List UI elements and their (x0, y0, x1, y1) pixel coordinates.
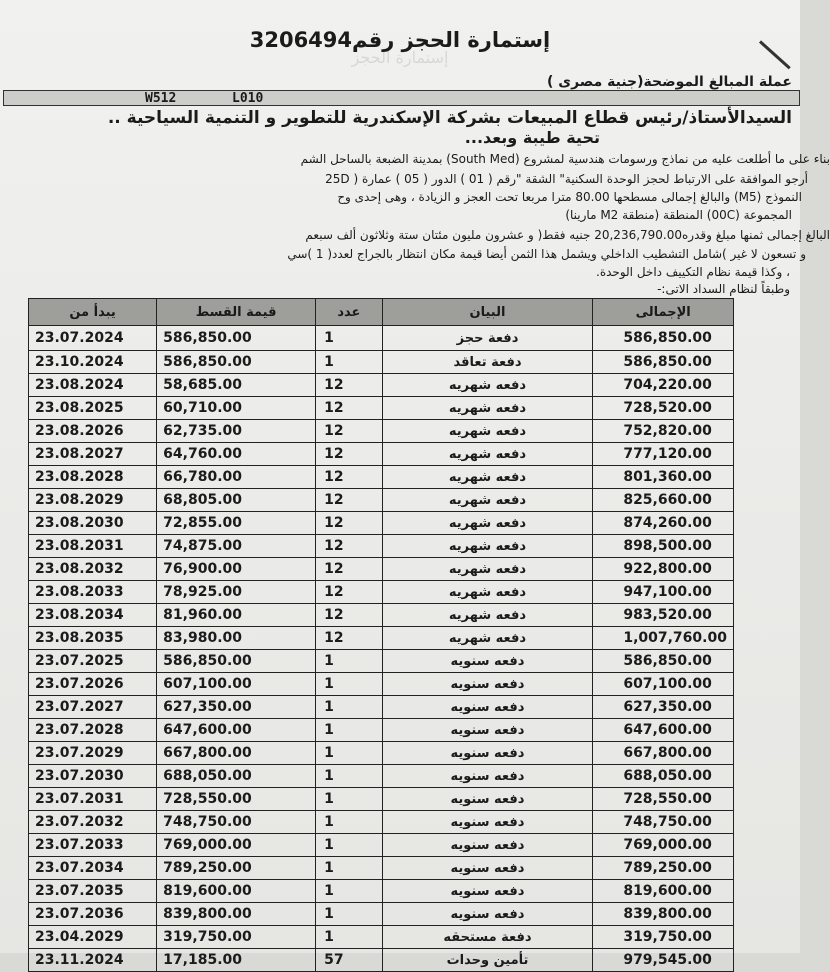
cell-description: دفعه سنويه (382, 880, 593, 903)
table-row (29, 857, 734, 880)
cell-total: 667,800.00 (593, 742, 734, 765)
cell-description: دفعه شهريه (382, 420, 593, 443)
cell-start-date: 23.07.2028 (29, 719, 157, 742)
cell-count: 1 (316, 903, 383, 926)
table-row (29, 351, 734, 374)
header-installment: قيمة القسط (157, 299, 316, 326)
cell-count: 12 (316, 581, 383, 604)
body-line-6: و تسعون لا غير )شامل التشطيب الداخلي ويشمل هذا الثمن أيضا قيمة مكان انتظار بالجراج لعدد( 1 )سي (287, 247, 806, 261)
cell-installment: 769,000.00 (157, 834, 316, 857)
cell-total: 1,007,760.00 (593, 627, 734, 650)
cell-count: 1 (316, 811, 383, 834)
cell-total: 898,500.00 (593, 535, 734, 558)
cell-total: 922,800.00 (593, 558, 734, 581)
table-row (29, 581, 734, 604)
cell-installment: 748,750.00 (157, 811, 316, 834)
cell-installment: 72,855.00 (157, 512, 316, 535)
cell-installment: 68,805.00 (157, 489, 316, 512)
table-row (29, 719, 734, 742)
cell-description: دفعه سنويه (382, 834, 593, 857)
cell-count: 12 (316, 443, 383, 466)
cell-start-date: 23.07.2029 (29, 742, 157, 765)
cell-total: 874,260.00 (593, 512, 734, 535)
cell-installment: 60,710.00 (157, 397, 316, 420)
cell-total: 789,250.00 (593, 857, 734, 880)
cell-total: 647,600.00 (593, 719, 734, 742)
cell-installment: 64,760.00 (157, 443, 316, 466)
cell-count: 1 (316, 673, 383, 696)
cell-start-date: 23.07.2032 (29, 811, 157, 834)
table-row (29, 673, 734, 696)
cell-description: دفعه شهريه (382, 489, 593, 512)
cell-total: 979,545.00 (593, 949, 734, 972)
cell-total: 752,820.00 (593, 420, 734, 443)
cell-description: دفعه شهريه (382, 512, 593, 535)
cell-total: 586,850.00 (593, 351, 734, 374)
cell-installment: 728,550.00 (157, 788, 316, 811)
cell-start-date: 23.08.2032 (29, 558, 157, 581)
cell-start-date: 23.08.2031 (29, 535, 157, 558)
table-row (29, 926, 734, 949)
cell-installment: 66,780.00 (157, 466, 316, 489)
cell-start-date: 23.07.2035 (29, 880, 157, 903)
cell-installment: 647,600.00 (157, 719, 316, 742)
cell-count: 12 (316, 420, 383, 443)
cell-start-date: 23.07.2030 (29, 765, 157, 788)
table-row (29, 535, 734, 558)
cell-count: 12 (316, 489, 383, 512)
cell-description: دفعه شهريه (382, 397, 593, 420)
cell-description: دفعه شهريه (382, 374, 593, 397)
cell-start-date: 23.08.2028 (29, 466, 157, 489)
cell-total: 825,660.00 (593, 489, 734, 512)
cell-count: 12 (316, 466, 383, 489)
cell-installment: 319,750.00 (157, 926, 316, 949)
cell-count: 1 (316, 857, 383, 880)
cell-installment: 586,850.00 (157, 351, 316, 374)
table-row (29, 374, 734, 397)
body-line-8: وطبقاً لنظام السداد الاتى:- (657, 282, 790, 296)
header-total: الإجمالى (593, 299, 734, 326)
cell-start-date: 23.07.2033 (29, 834, 157, 857)
cell-start-date: 23.08.2029 (29, 489, 157, 512)
cell-start-date: 23.08.2030 (29, 512, 157, 535)
cell-count: 1 (316, 880, 383, 903)
cell-total: 769,000.00 (593, 834, 734, 857)
cell-total: 586,850.00 (593, 326, 734, 351)
cell-count: 12 (316, 397, 383, 420)
bleed-through-text: إستمارة الحجز (351, 48, 449, 67)
cell-start-date: 23.08.2035 (29, 627, 157, 650)
body-line-5: البالغ إجمالى ثمنها مبلغ وقدره20,236,790.00 جنيه فقط( و عشرون مليون مئتان ستة وثلاثون ألف سبعم (305, 228, 830, 242)
cell-total: 627,350.00 (593, 696, 734, 719)
header-count: عدد (316, 299, 383, 326)
cell-installment: 688,050.00 (157, 765, 316, 788)
table-row (29, 949, 734, 972)
cell-count: 1 (316, 926, 383, 949)
cell-start-date: 23.10.2024 (29, 351, 157, 374)
table-row (29, 627, 734, 650)
cell-description: دفعه شهريه (382, 604, 593, 627)
cell-start-date: 23.08.2026 (29, 420, 157, 443)
table-row (29, 811, 734, 834)
cell-count: 12 (316, 558, 383, 581)
cell-description: دفعه سنويه (382, 903, 593, 926)
table-row (29, 512, 734, 535)
cell-count: 1 (316, 650, 383, 673)
cell-installment: 607,100.00 (157, 673, 316, 696)
cell-description: دفعه شهريه (382, 443, 593, 466)
cell-count: 1 (316, 834, 383, 857)
cell-installment: 76,900.00 (157, 558, 316, 581)
cell-count: 12 (316, 627, 383, 650)
cell-count: 1 (316, 696, 383, 719)
table-row (29, 650, 734, 673)
header-start-date: يبدأ من (29, 299, 157, 326)
cell-total: 801,360.00 (593, 466, 734, 489)
cell-start-date: 23.08.2025 (29, 397, 157, 420)
cell-installment: 58,685.00 (157, 374, 316, 397)
cell-total: 728,550.00 (593, 788, 734, 811)
table-row (29, 326, 734, 351)
cell-count: 1 (316, 742, 383, 765)
cell-installment: 62,735.00 (157, 420, 316, 443)
greeting-line: تحية طيبة وبعد... (464, 128, 600, 147)
cell-installment: 839,800.00 (157, 903, 316, 926)
cell-start-date: 23.07.2025 (29, 650, 157, 673)
cell-description: دفعه شهريه (382, 558, 593, 581)
table-row (29, 880, 734, 903)
cell-start-date: 23.07.2031 (29, 788, 157, 811)
body-line-7: ، وكذا قيمة نظام التكييف داخل الوحدة. (596, 265, 790, 279)
cell-description: تأمين وحدات (382, 949, 593, 972)
body-line-1: بناء على ما أطلعت عليه من نماذج ورسومات هندسية لمشروع (South Med) بمدينة الضبعة بالساحل الشم (300, 152, 830, 166)
cell-installment: 74,875.00 (157, 535, 316, 558)
currency-note: عملة المبالغ الموضحة(جنية مصرى ) (546, 74, 792, 90)
cell-installment: 627,350.00 (157, 696, 316, 719)
cell-start-date: 23.08.2027 (29, 443, 157, 466)
cell-total: 947,100.00 (593, 581, 734, 604)
cell-start-date: 23.08.2033 (29, 581, 157, 604)
body-line-2: أرجو الموافقة على الارتباط لحجز الوحدة السكنية" الشقة "رقم ( 01 ) الدور ( 05 ) عمارة ( 25D (325, 172, 808, 186)
cell-start-date: 23.07.2024 (29, 326, 157, 351)
cell-description: دفعه سنويه (382, 811, 593, 834)
cell-total: 704,220.00 (593, 374, 734, 397)
cell-description: دفعه سنويه (382, 650, 593, 673)
cell-description: دفعة تعاقد (382, 351, 593, 374)
cell-total: 983,520.00 (593, 604, 734, 627)
cell-total: 688,050.00 (593, 765, 734, 788)
cell-total: 839,800.00 (593, 903, 734, 926)
cell-start-date: 23.07.2034 (29, 857, 157, 880)
body-line-3: النموذج (M5) والبالغ إجمالى مسطحها 80.00 مترا مربعا تحت العجز و الزيادة ، وهى إحدى وح (337, 190, 802, 204)
cell-start-date: 23.04.2029 (29, 926, 157, 949)
cell-description: دفعه شهريه (382, 581, 593, 604)
cell-installment: 17,185.00 (157, 949, 316, 972)
cell-count: 12 (316, 374, 383, 397)
cell-count: 1 (316, 788, 383, 811)
cell-installment: 78,925.00 (157, 581, 316, 604)
code-bar (3, 90, 800, 106)
cell-total: 728,520.00 (593, 397, 734, 420)
table-row (29, 742, 734, 765)
cell-description: دفعه سنويه (382, 765, 593, 788)
table-row (29, 765, 734, 788)
cell-description: دفعه شهريه (382, 466, 593, 489)
header-description: البيان (382, 299, 593, 326)
cell-installment: 667,800.00 (157, 742, 316, 765)
page-title: إستمارة الحجز رقم3206494 (249, 28, 551, 52)
addressee-line: السيدالأستاذ/رئيس قطاع المبيعات بشركة الإسكندرية للتطوير و التنمية السياحية .. (107, 108, 792, 128)
cell-installment: 789,250.00 (157, 857, 316, 880)
cell-count: 1 (316, 719, 383, 742)
cell-count: 12 (316, 604, 383, 627)
cell-description: دفعه سنويه (382, 696, 593, 719)
body-line-4: المجموعة (00C) المنطقة (منطقة M2 مارينا) (565, 208, 792, 222)
table-row (29, 788, 734, 811)
cell-installment: 586,850.00 (157, 326, 316, 351)
table-row (29, 834, 734, 857)
payment-schedule-table (28, 298, 734, 972)
code-w: W512 (145, 91, 177, 106)
cell-installment: 819,600.00 (157, 880, 316, 903)
table-row (29, 443, 734, 466)
cell-start-date: 23.08.2034 (29, 604, 157, 627)
cell-description: دفعه سنويه (382, 857, 593, 880)
table-row (29, 420, 734, 443)
table-row (29, 558, 734, 581)
cell-description: دفعه سنويه (382, 742, 593, 765)
cell-count: 1 (316, 765, 383, 788)
cell-installment: 586,850.00 (157, 650, 316, 673)
cell-total: 777,120.00 (593, 443, 734, 466)
cell-total: 319,750.00 (593, 926, 734, 949)
cell-description: دفعه سنويه (382, 788, 593, 811)
cell-start-date: 23.07.2027 (29, 696, 157, 719)
cell-total: 748,750.00 (593, 811, 734, 834)
cell-description: دفعة مستحقه (382, 926, 593, 949)
table-row (29, 903, 734, 926)
cell-start-date: 23.07.2036 (29, 903, 157, 926)
table-header-row (29, 299, 734, 326)
table-row (29, 489, 734, 512)
cell-description: دفعه سنويه (382, 673, 593, 696)
cell-count: 12 (316, 535, 383, 558)
table-row (29, 696, 734, 719)
cell-start-date: 23.07.2026 (29, 673, 157, 696)
cell-count: 1 (316, 351, 383, 374)
cell-start-date: 23.08.2024 (29, 374, 157, 397)
cell-start-date: 23.11.2024 (29, 949, 157, 972)
cell-total: 586,850.00 (593, 650, 734, 673)
cell-count: 12 (316, 512, 383, 535)
code-l: L010 (232, 91, 264, 106)
cell-total: 819,600.00 (593, 880, 734, 903)
cell-count: 1 (316, 326, 383, 351)
cell-description: دفعه سنويه (382, 719, 593, 742)
cell-description: دفعة حجز (382, 326, 593, 351)
cell-total: 607,100.00 (593, 673, 734, 696)
cell-installment: 81,960.00 (157, 604, 316, 627)
table-row (29, 397, 734, 420)
cell-count: 57 (316, 949, 383, 972)
cell-description: دفعه شهريه (382, 627, 593, 650)
table-row (29, 466, 734, 489)
cell-installment: 83,980.00 (157, 627, 316, 650)
cell-description: دفعه شهريه (382, 535, 593, 558)
table-row (29, 604, 734, 627)
